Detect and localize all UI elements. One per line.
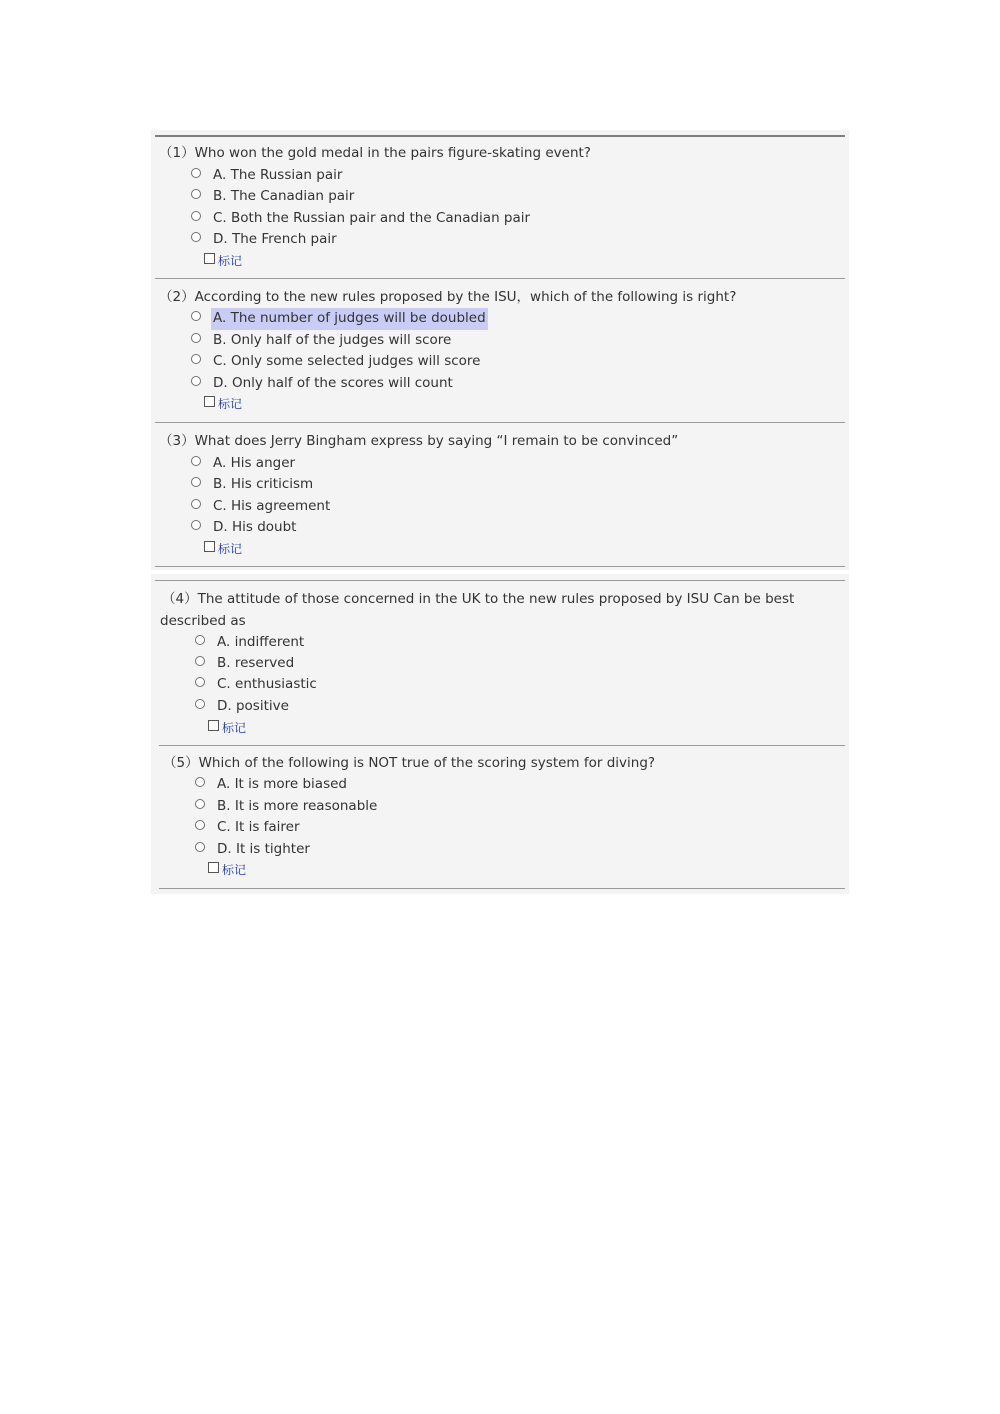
- radio-button[interactable]: [191, 376, 201, 386]
- q5-option-a[interactable]: A. It is more biased: [195, 774, 349, 796]
- radio-button[interactable]: [195, 677, 205, 687]
- radio-button[interactable]: [191, 232, 201, 242]
- q3-option-d[interactable]: D. His doubt: [191, 517, 298, 539]
- mark-checkbox[interactable]: [204, 253, 215, 264]
- q2-option-b[interactable]: B. Only half of the judges will score: [191, 330, 453, 352]
- q5-mark-toggle[interactable]: [208, 861, 246, 878]
- q1-option-b[interactable]: B. The Canadian pair: [191, 186, 356, 208]
- mark-checkbox[interactable]: [204, 541, 215, 552]
- question-5-text: （5）Which of the following is NOT true of the scoring system for diving?: [163, 755, 656, 771]
- mark-checkbox[interactable]: [208, 720, 219, 731]
- q5-option-d[interactable]: D. It is tighter: [195, 839, 312, 861]
- q1-option-a[interactable]: A. The Russian pair: [191, 165, 344, 187]
- divider: [159, 888, 845, 889]
- q2-option-c[interactable]: C. Only some selected judges will score: [191, 351, 482, 373]
- q2-option-d[interactable]: D. Only half of the scores will count: [191, 373, 455, 395]
- mark-label: 标记: [218, 254, 243, 268]
- question-panel-2: [151, 574, 849, 894]
- divider: [155, 278, 845, 279]
- divider: [155, 135, 845, 137]
- q3-option-c[interactable]: C. His agreement: [191, 496, 332, 518]
- q4-mark-toggle[interactable]: [208, 719, 246, 736]
- q4-option-c[interactable]: C. enthusiastic: [195, 674, 319, 696]
- radio-button[interactable]: [195, 799, 205, 809]
- radio-button[interactable]: [191, 477, 201, 487]
- question-2-text: （2）According to the new rules proposed by the ISU，which of the following is right?: [159, 289, 737, 305]
- radio-button[interactable]: [191, 333, 201, 343]
- mark-checkbox[interactable]: [208, 862, 219, 873]
- radio-button[interactable]: [191, 189, 201, 199]
- radio-button[interactable]: [195, 820, 205, 830]
- mark-checkbox[interactable]: [204, 396, 215, 407]
- question-3-text: （3）What does Jerry Bingham express by saying “I remain to be convinced”: [159, 433, 679, 449]
- q3-mark-toggle[interactable]: [204, 540, 242, 557]
- radio-button[interactable]: [195, 842, 205, 852]
- q1-option-c[interactable]: C. Both the Russian pair and the Canadian pair: [191, 208, 532, 230]
- radio-button[interactable]: [195, 656, 205, 666]
- q3-option-b[interactable]: B. His criticism: [191, 474, 315, 496]
- mark-label: 标记: [222, 721, 247, 735]
- question-1-text: （1）Who won the gold medal in the pairs figure-skating event?: [159, 145, 591, 161]
- radio-button[interactable]: [191, 311, 201, 321]
- mark-label: 标记: [218, 397, 243, 411]
- question-panel-1: [151, 130, 849, 570]
- divider: [159, 745, 845, 746]
- highlighted-option-text: A. The number of judges will be doubled: [211, 308, 488, 330]
- q4-option-b[interactable]: B. reserved: [195, 653, 296, 675]
- divider: [155, 566, 845, 567]
- q1-mark-toggle[interactable]: [204, 252, 242, 269]
- q2-option-a[interactable]: [191, 308, 488, 330]
- q4-option-a[interactable]: A. indifferent: [195, 632, 306, 654]
- q5-option-c[interactable]: C. It is fairer: [195, 817, 302, 839]
- radio-button[interactable]: [191, 456, 201, 466]
- question-4-text: （4）The attitude of those concerned in the UK to the new rules proposed by ISU Can be best described as: [160, 591, 795, 629]
- radio-button[interactable]: [191, 520, 201, 530]
- radio-button[interactable]: [195, 777, 205, 787]
- mark-label: 标记: [222, 863, 247, 877]
- radio-button[interactable]: [191, 354, 201, 364]
- q1-option-d[interactable]: D. The French pair: [191, 229, 339, 251]
- radio-button[interactable]: [195, 635, 205, 645]
- radio-button[interactable]: [191, 168, 201, 178]
- radio-button[interactable]: [191, 211, 201, 221]
- q5-option-b[interactable]: B. It is more reasonable: [195, 796, 379, 818]
- divider: [155, 422, 845, 423]
- q3-option-a[interactable]: A. His anger: [191, 453, 297, 475]
- q4-option-d[interactable]: D. positive: [195, 696, 291, 718]
- radio-button[interactable]: [191, 499, 201, 509]
- divider: [155, 580, 845, 581]
- mark-label: 标记: [218, 542, 243, 556]
- radio-button[interactable]: [195, 699, 205, 709]
- q2-mark-toggle[interactable]: [204, 395, 242, 412]
